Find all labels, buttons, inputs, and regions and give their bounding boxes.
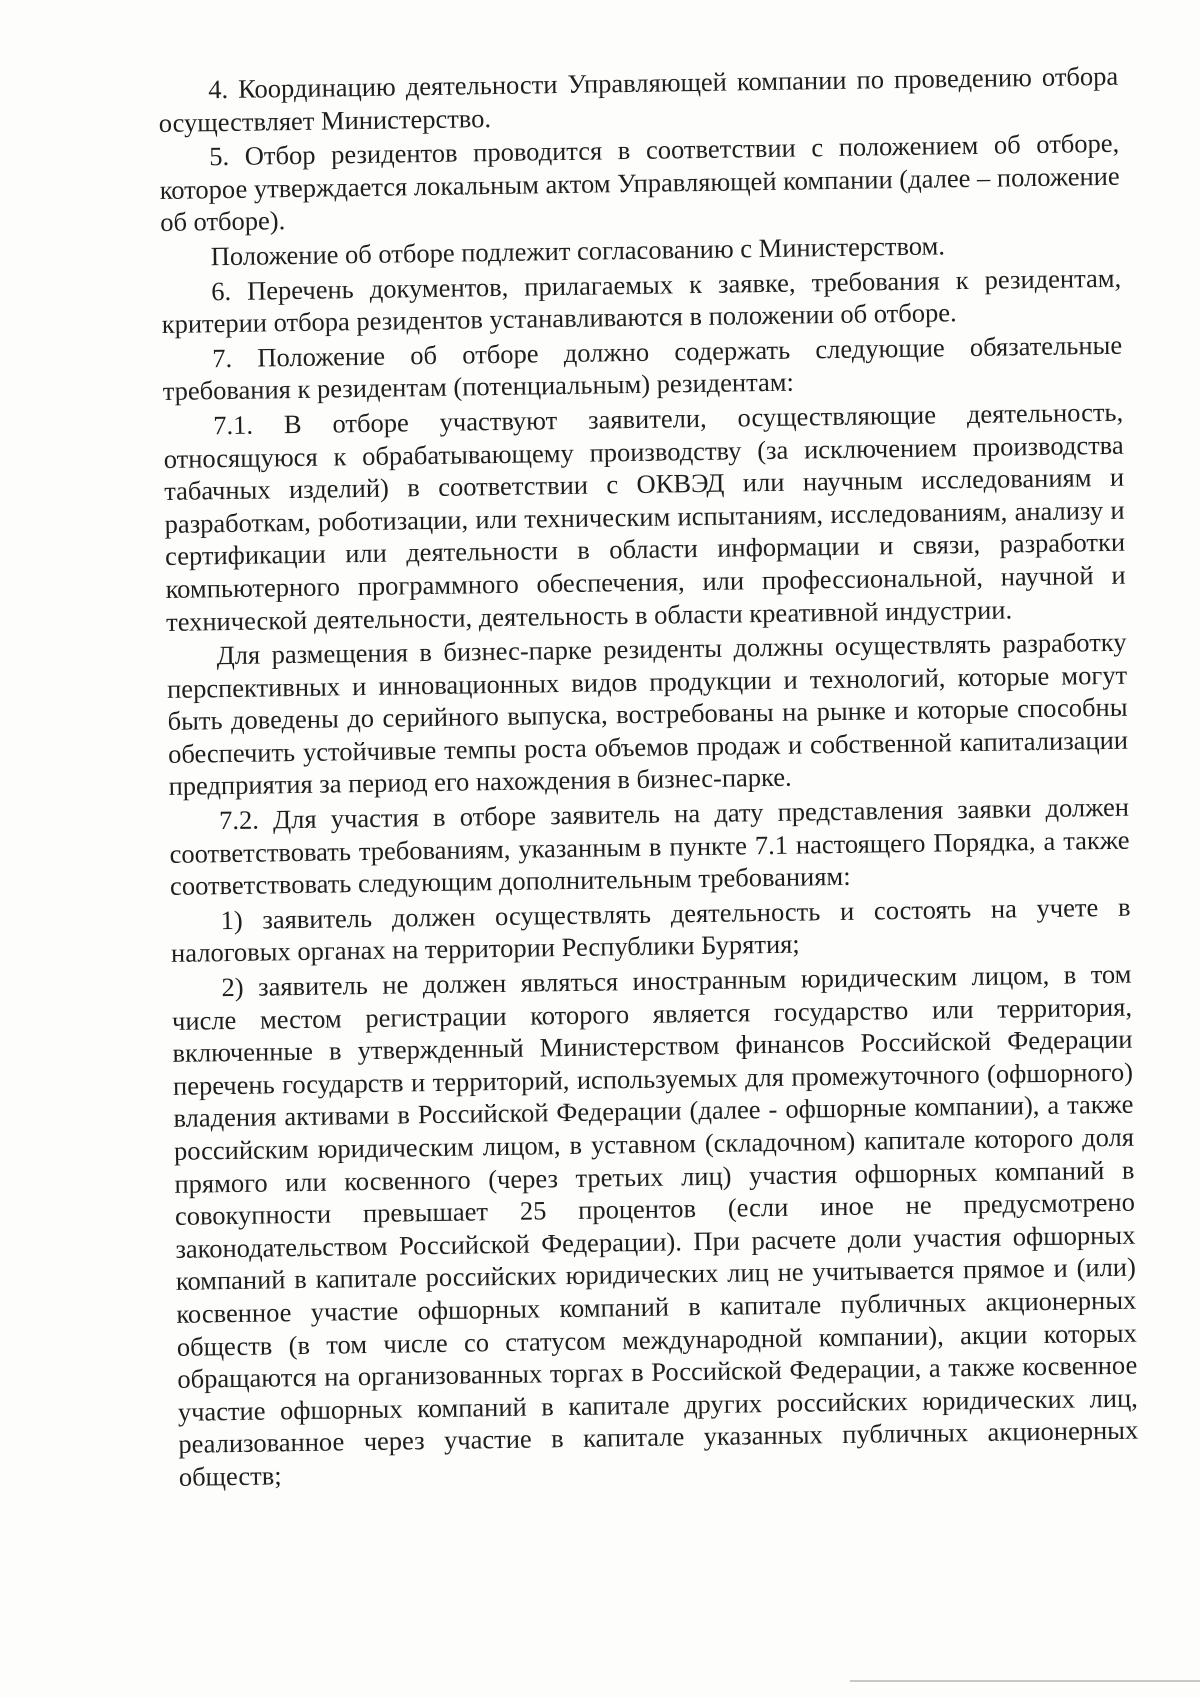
paragraph-5: 5. Отбор резидентов проводится в соответствии с положением об отборе, которое утверждается локальным актом Управляющей компании (далее – положение об отборе).: [159, 127, 1120, 238]
paragraph-7-2: 7.2. Для участия в отборе заявитель на дату представления заявки должен соответствовать требованиям, указанным в пункте 7.1 настоящего Порядка, а также соответствовать следующим дополнительным требованиям:: [169, 791, 1130, 902]
paragraph-5-approval: Положение об отборе подлежит согласованию с Министерством.: [210, 230, 946, 272]
document-body: [158, 60, 1139, 1494]
paragraph-7: 7. Положение об отборе должно содержать следующие обязательные требования к резидентам (потенциальным) резидентам:: [162, 329, 1123, 407]
paragraph-6: 6. Перечень документов, прилагаемых к заявке, требования к резидентам, критерии отбора резидентов устанавливаются в положении об отборе.: [161, 262, 1122, 340]
paragraph-7-1: 7.1. В отборе участвуют заявители, осуществляющие деятельность, относящуюся к обрабатывающему производству (за исключением производства табачных изделий) в соответствии с ОКВЭД или научным исследованиям и разработкам, роботизации, или техническим испытаниям, исследованиям, анализу и сертификации или деятельности в области информации и связи, разработки компьютерного программного обеспечения, или профессиональной, научной и технической деятельности, деятельность в области креативной индустрии.: [163, 396, 1126, 637]
paragraph-7-2-item-1: 1) заявитель должен осуществлять деятельность и состоять на учете в налоговых органах на территории Республики Бурятия;: [170, 891, 1131, 969]
paragraph-7-2-item-2: 2) заявитель не должен являться иностранным юридическим лицом, в том числе местом регистрации которого является государство или территория, включенные в утвержденный Министерством финансов Российской Федерации перечень государств и территорий, используемых для промежуточного (офшорного) владения активами в Российской Федерации (далее - офшорные компании), а также российским юридическим лицом, в уставном (складочном) капитале которого доля прямого или косвенного (через третьих лиц) участия офшорных компаний в совокупности превышает 25 процентов (если иное не предусмотрено законодательством Российской Федерации). При расчете доли участия офшорных компаний в капитале российских юридических лиц не учитывается прямое и (или) косвенное участие офшорных компаний в капитале публичных акционерных обществ (в том числе со статусом международной компании), акции которых обращаются на организованных торгах в Российской Федерации, а также косвенное участие офшорных компаний в капитале других российских юридических лиц, реализованное через участие в капитале указанных публичных акционерных обществ;: [171, 958, 1139, 1492]
scan-edge-line: [850, 1680, 1200, 1682]
paragraph-7-1-placement: Для размещения в бизнес-парке резиденты должны осуществлять разработку перспективных и инновационных видов продукции и технологий, которые могут быть доведены до серийного выпуска, востребованы на рынке и которые способны обеспечить устойчивые темпы роста объемов продаж и собственной капитализации предприятия за период его нахождения в бизнес-парке.: [166, 626, 1129, 802]
paragraph-4: 4. Координацию деятельности Управляющей компании по проведению отбора осуществляет Министерство.: [158, 60, 1119, 138]
